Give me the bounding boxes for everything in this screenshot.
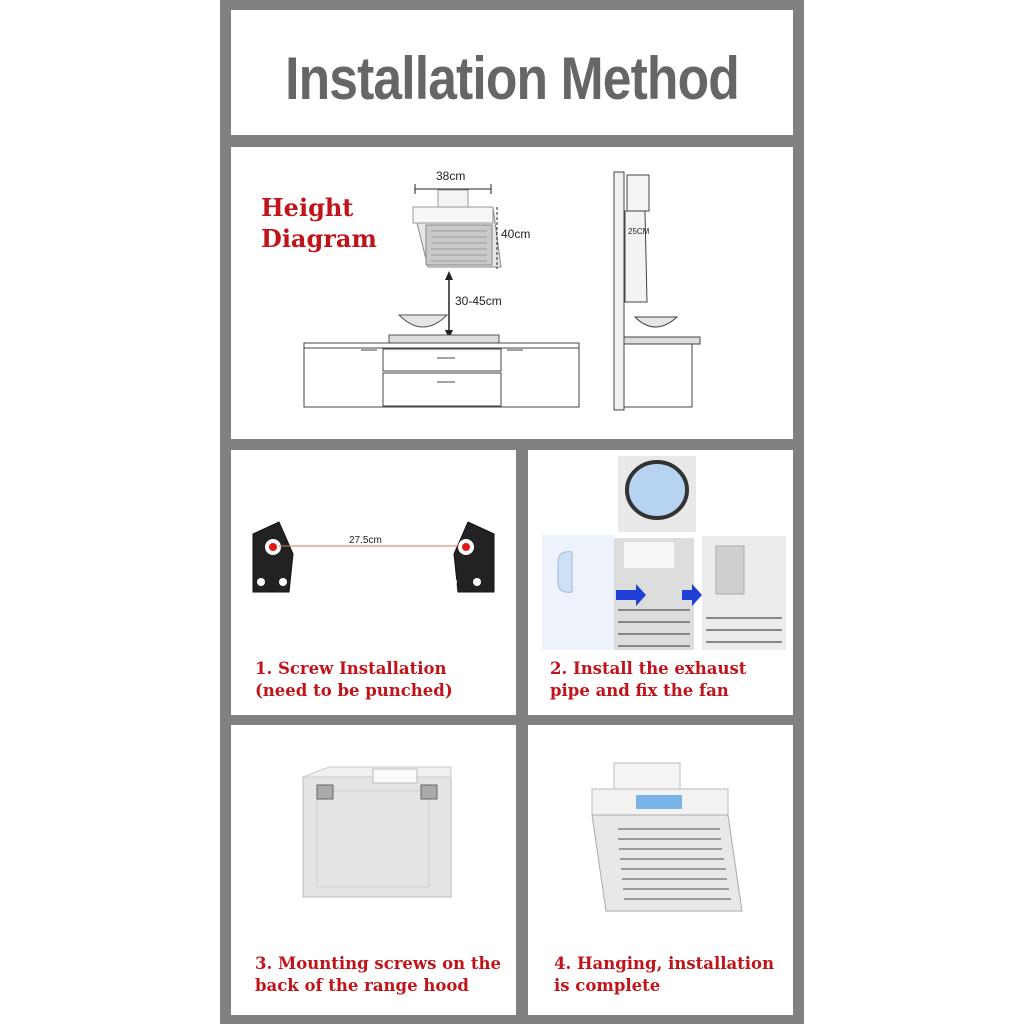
step-4-caption (554, 953, 774, 997)
step-2-line1: 2. Install the exhaust (550, 659, 747, 678)
step-3-line2: back of the range hood (255, 976, 469, 995)
width-label: 38cm (436, 169, 466, 183)
step-2-caption (550, 658, 746, 702)
height-diagram-drawing (231, 147, 793, 439)
step-4-panel (528, 725, 793, 1015)
diagram-heading-line2: Diagram (261, 224, 377, 253)
step-1-line1: 1. Screw Installation (255, 659, 447, 678)
step-2-line2: pipe and fix the fan (550, 681, 729, 700)
step-4-line2: is complete (554, 976, 661, 995)
page-title: Installation Method (285, 45, 739, 112)
side-label: 25CM (628, 227, 650, 236)
step-1-caption (255, 658, 453, 702)
side-view-illustration (614, 172, 700, 410)
title-panel (231, 10, 793, 135)
step-3-line1: 3. Mounting screws on the (255, 954, 502, 973)
step-1-line2: (need to be punched) (255, 681, 453, 700)
bracket-distance-label: 27.5cm (349, 535, 382, 546)
diagram-heading-line1: Height (261, 193, 354, 222)
gap-label: 30-45cm (455, 294, 502, 308)
step-1-panel (231, 450, 516, 715)
step-4-line1: 4. Hanging, installation (554, 954, 775, 973)
height-diagram-panel (231, 147, 793, 439)
step-2-panel (528, 450, 793, 715)
step-3-caption (255, 953, 501, 997)
height-label: 40cm (501, 227, 531, 241)
range-hood-illustration (413, 190, 501, 267)
step-3-panel (231, 725, 516, 1015)
